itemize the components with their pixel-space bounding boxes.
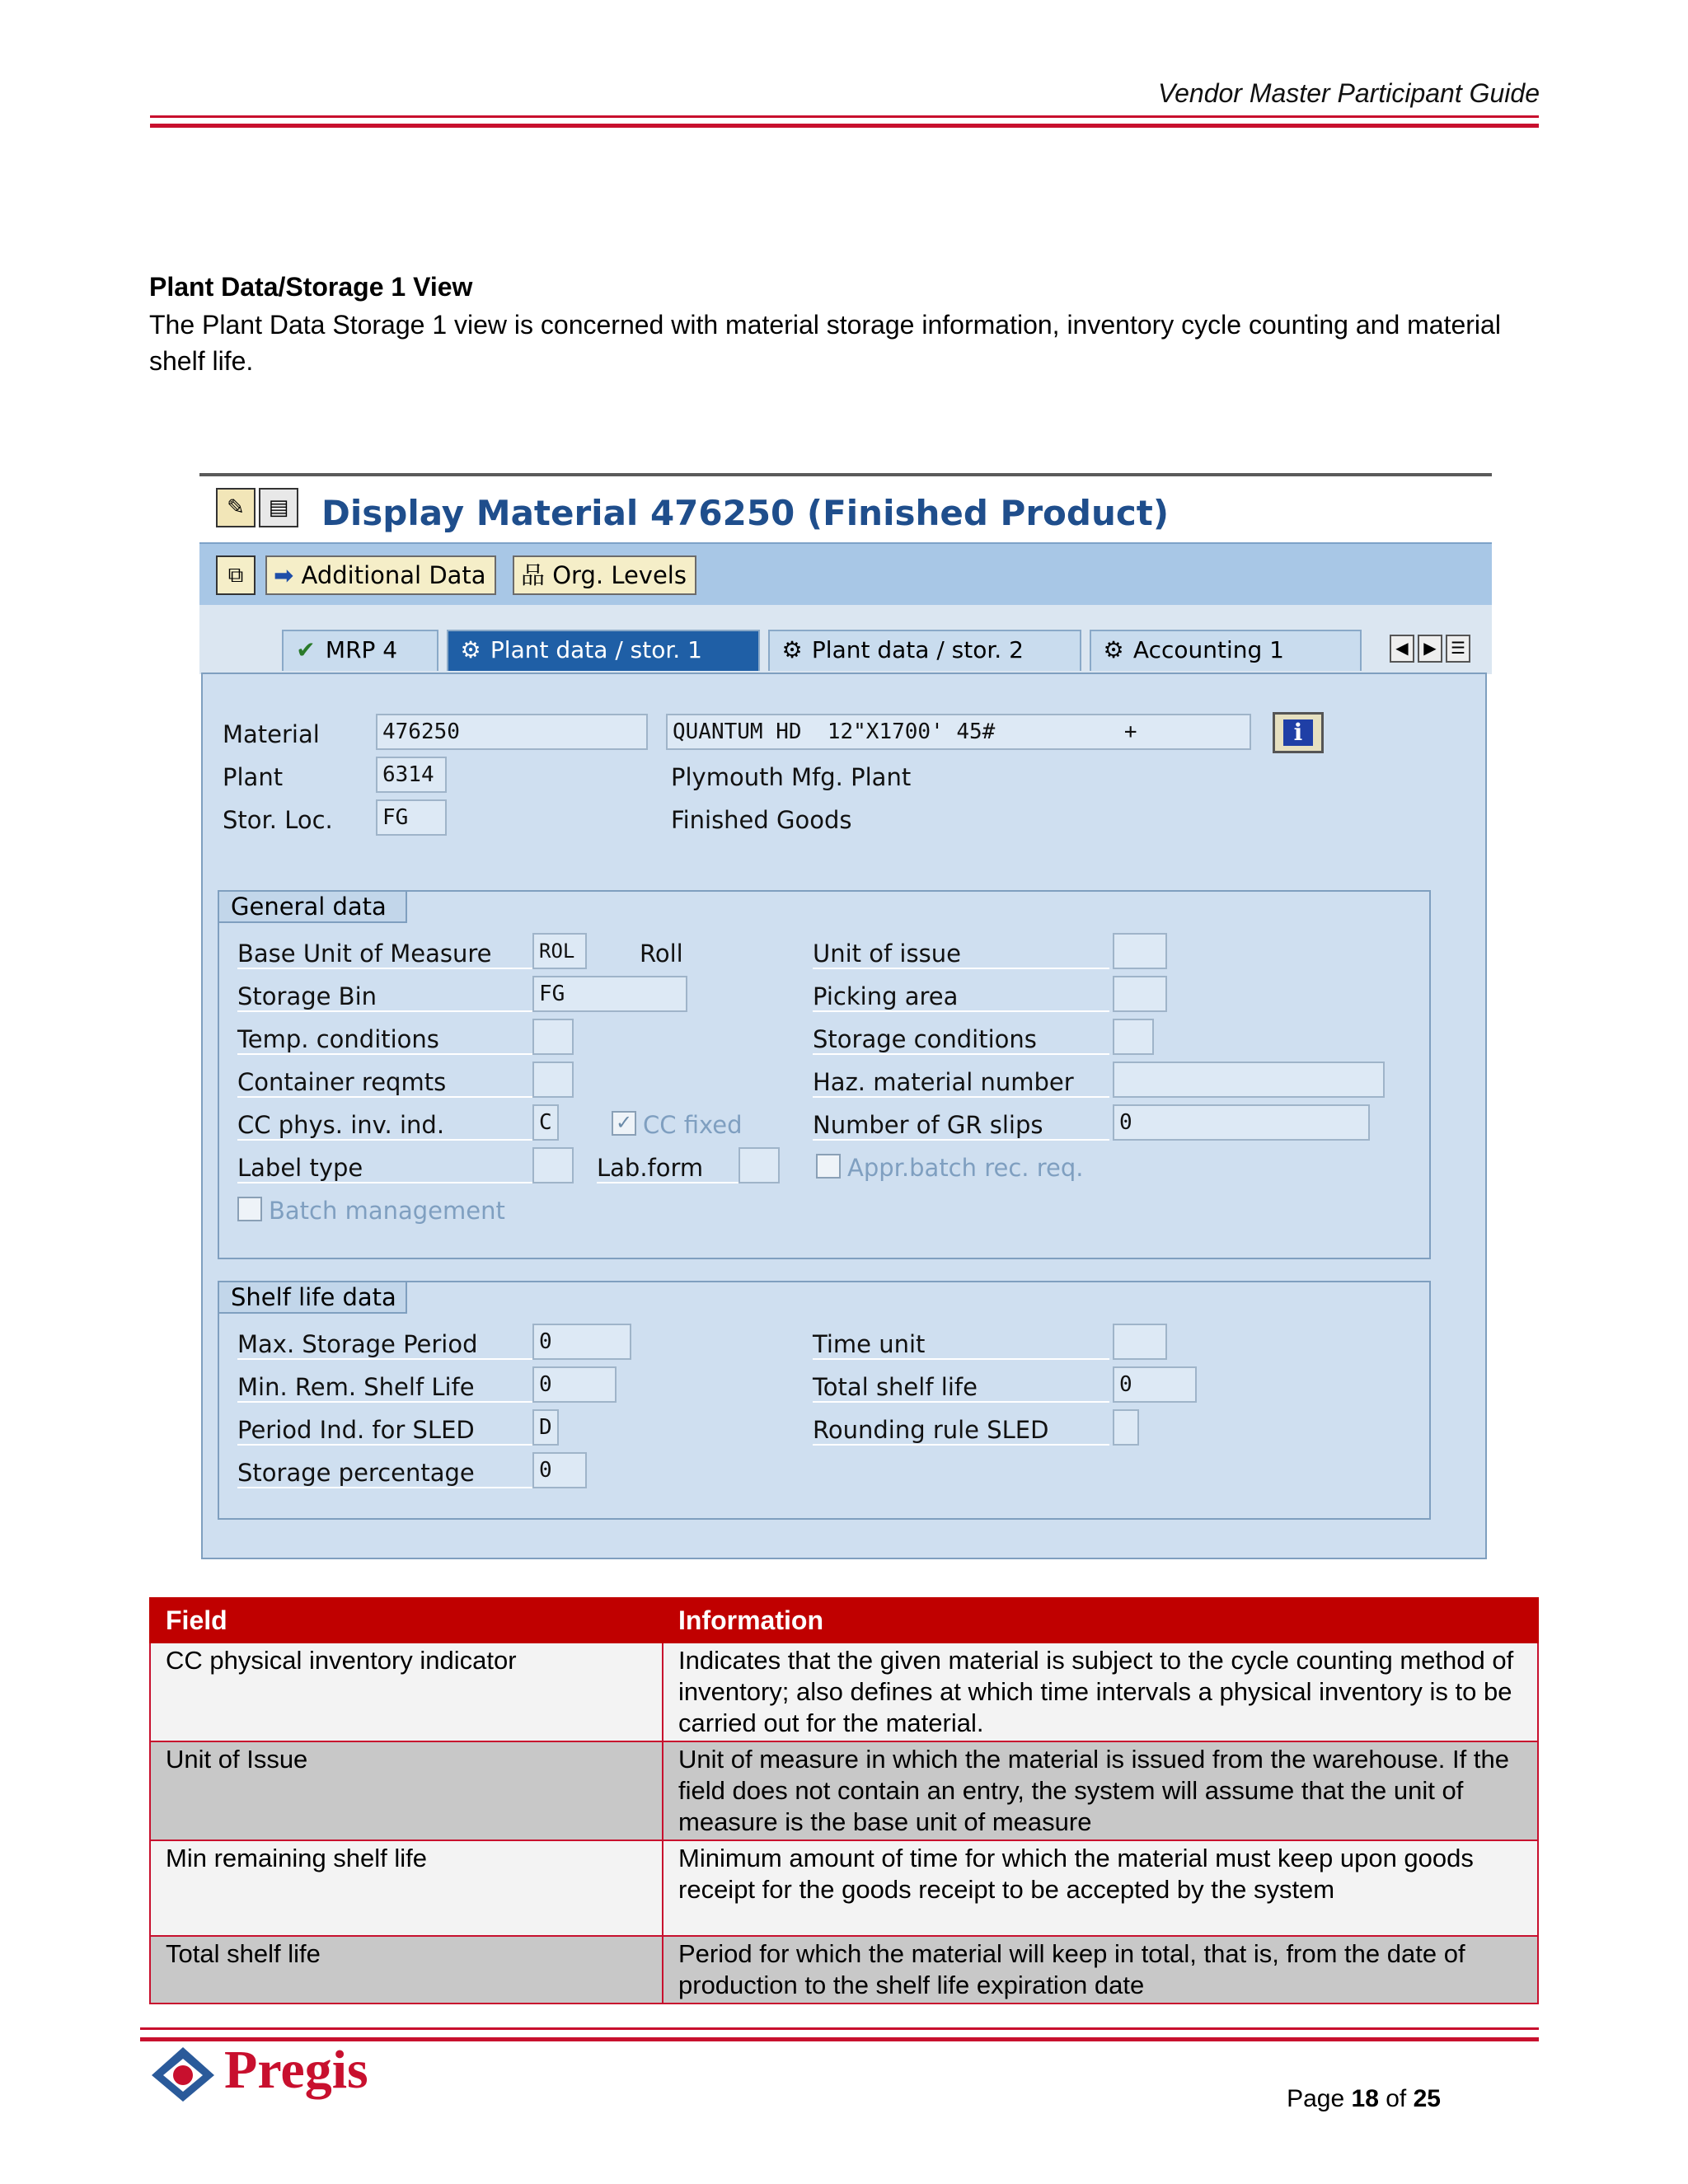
gear-icon: ⚙ [781, 636, 803, 663]
tab-scroll-right-icon[interactable]: ▶ [1418, 635, 1442, 663]
table-cell-field: CC physical inventory indicator [150, 1643, 663, 1741]
temp-conditions-label: Temp. conditions [237, 1025, 534, 1055]
total-shelf-life-field[interactable]: 0 [1113, 1366, 1197, 1403]
table-header-information: Information [663, 1598, 1538, 1643]
page-current: 18 [1351, 2085, 1379, 2112]
tab-label: Plant data / stor. 2 [811, 636, 1024, 663]
cc-phys-inv-label: CC phys. inv. ind. [237, 1111, 534, 1141]
table-cell-info: Unit of measure in which the material is issued from the warehouse. If the field does not contain an entry, the system will assume that the unit of measure is the base unit of measure [663, 1741, 1538, 1840]
additional-data-label: Additional Data [301, 561, 486, 589]
table-row [150, 1643, 1538, 1741]
picking-area-field[interactable] [1113, 976, 1167, 1012]
min-rem-shelf-field[interactable]: 0 [532, 1366, 617, 1403]
tab-plant-data-stor-2[interactable] [768, 630, 1081, 671]
field-information-table [149, 1597, 1539, 2004]
temp-conditions-field[interactable] [532, 1019, 574, 1055]
base-uom-field[interactable]: ROL [532, 933, 587, 969]
info-button[interactable] [1273, 712, 1324, 753]
check-icon: ✔ [296, 636, 316, 663]
tab-accounting-1[interactable] [1090, 630, 1362, 671]
footer-rule-1 [140, 2027, 1539, 2030]
sap-toolbar [199, 542, 1492, 607]
section-heading: Plant Data/Storage 1 View [149, 272, 473, 302]
batch-management-checkbox[interactable] [237, 1197, 262, 1221]
tab-mrp4[interactable] [282, 630, 438, 671]
appr-batch-label: Appr.batch rec. req. [847, 1154, 1084, 1182]
org-levels-button[interactable] [513, 555, 696, 595]
material-field[interactable]: 476250 [376, 714, 648, 750]
sap-window-title: Display Material 476250 (Finished Product) [321, 493, 1170, 533]
max-storage-label: Max. Storage Period [237, 1330, 534, 1360]
unit-of-issue-field[interactable] [1113, 933, 1167, 969]
storage-conditions-field[interactable] [1113, 1019, 1154, 1055]
plant-description: Plymouth Mfg. Plant [671, 763, 912, 791]
total-shelf-life-label: Total shelf life [813, 1373, 1109, 1403]
guide-title: Vendor Master Participant Guide [1157, 78, 1540, 108]
unit-of-issue-label: Unit of issue [813, 940, 1109, 969]
table-cell-info: Indicates that the given material is subject to the cycle counting method of inventory; also defines at which time intervals a physical inventory is to be carried out for the material. [663, 1643, 1538, 1741]
cc-fixed-checkbox[interactable]: ✓ [612, 1111, 636, 1136]
section-body: The Plant Data Storage 1 view is concerned with material storage information, inventory cycle counting and material shelf life. [149, 310, 1501, 376]
tab-panel [201, 673, 1487, 1559]
table-header-row [150, 1598, 1538, 1643]
gr-slips-field[interactable]: 0 [1113, 1104, 1370, 1141]
page-prefix: Page [1287, 2085, 1345, 2112]
base-uom-text: Roll [640, 940, 683, 968]
max-storage-field[interactable]: 0 [532, 1324, 631, 1360]
time-unit-label: Time unit [813, 1330, 1109, 1360]
storage-percentage-field[interactable]: 0 [532, 1452, 587, 1488]
table-header-field: Field [150, 1598, 663, 1643]
appr-batch-checkbox[interactable] [816, 1154, 841, 1179]
cc-fixed-label: CC fixed [643, 1111, 743, 1139]
tab-strip [199, 605, 1492, 674]
page-total: 25 [1413, 2085, 1441, 2112]
base-uom-label: Base Unit of Measure [237, 940, 534, 969]
lab-form-field[interactable] [738, 1147, 780, 1183]
table-cell-info: Period for which the material will keep in total, that is, from the date of production to the shelf life expiration date [663, 1936, 1538, 2004]
batch-management-label: Batch management [269, 1197, 505, 1225]
table-row [150, 1840, 1538, 1936]
org-levels-label: Org. Levels [552, 561, 687, 589]
cc-phys-inv-field[interactable]: C [532, 1104, 559, 1141]
org-tree-icon: 品 [521, 561, 546, 589]
table-cell-field: Unit of Issue [150, 1741, 663, 1840]
additional-data-button[interactable] [265, 555, 496, 595]
stor-loc-description: Finished Goods [671, 806, 852, 834]
storage-bin-field[interactable]: FG [532, 976, 687, 1012]
pregis-logo [148, 2040, 396, 2110]
table-cell-field: Min remaining shelf life [150, 1840, 663, 1936]
pregis-logo-text: Pregis [224, 2040, 368, 2100]
tab-list-icon[interactable]: ☰ [1446, 635, 1470, 663]
tab-label: Accounting 1 [1132, 636, 1284, 663]
pregis-logo-mark [148, 2044, 218, 2103]
rounding-rule-label: Rounding rule SLED [813, 1416, 1109, 1446]
rounding-rule-field[interactable] [1113, 1409, 1139, 1446]
period-ind-field[interactable]: D [532, 1409, 559, 1446]
gear-icon: ⚙ [1103, 636, 1124, 663]
tab-scroll-left-icon[interactable]: ◀ [1390, 635, 1414, 663]
period-ind-label: Period Ind. for SLED [237, 1416, 534, 1446]
storage-percentage-label: Storage percentage [237, 1459, 534, 1488]
plant-label: Plant [223, 763, 284, 791]
general-data-title: General data [218, 890, 407, 923]
plant-field[interactable]: 6314 [376, 757, 447, 793]
picking-area-label: Picking area [813, 982, 1109, 1012]
table-row [150, 1741, 1538, 1840]
stor-loc-field[interactable]: FG [376, 799, 447, 836]
page-number [1287, 2085, 1441, 2113]
lab-form-label: Lab.form [597, 1154, 738, 1183]
other-material-icon[interactable]: ▤ [259, 488, 298, 527]
gear-icon: ⚙ [460, 636, 481, 663]
table-cell-field: Total shelf life [150, 1936, 663, 2004]
time-unit-field[interactable] [1113, 1324, 1167, 1360]
stor-loc-label: Stor. Loc. [223, 806, 333, 834]
gr-slips-label: Number of GR slips [813, 1111, 1109, 1141]
shelf-life-title: Shelf life data [218, 1281, 407, 1314]
arrow-right-icon: ➡ [274, 561, 294, 589]
label-type-field[interactable] [532, 1147, 574, 1183]
label-type-label: Label type [237, 1154, 534, 1183]
header-rule-1 [150, 115, 1539, 118]
select-views-icon[interactable]: ⧉ [216, 555, 256, 595]
tab-label: Plant data / stor. 1 [490, 636, 702, 663]
material-description-field[interactable]: QUANTUM HD 12"X1700' 45# + [666, 714, 1251, 750]
display-change-icon[interactable]: ✎ [216, 488, 256, 527]
min-rem-shelf-label: Min. Rem. Shelf Life [237, 1373, 534, 1403]
haz-material-field[interactable] [1113, 1062, 1385, 1098]
sap-screenshot [199, 473, 1492, 1564]
storage-conditions-label: Storage conditions [813, 1025, 1109, 1055]
haz-material-label: Haz. material number [813, 1068, 1109, 1098]
table-row [150, 1936, 1538, 2004]
info-icon: i [1283, 719, 1313, 746]
table-cell-info: Minimum amount of time for which the material must keep upon goods receipt for the goods receipt to be accepted by the system [663, 1840, 1538, 1936]
header-rule-2 [150, 124, 1539, 128]
page-of: of [1386, 2085, 1407, 2112]
sap-title-bar [199, 481, 1492, 541]
material-label: Material [223, 720, 320, 748]
container-reqmts-field[interactable] [532, 1062, 574, 1098]
container-reqmts-label: Container reqmts [237, 1068, 534, 1098]
tab-label: MRP 4 [325, 636, 398, 663]
storage-bin-label: Storage Bin [237, 982, 534, 1012]
tab-plant-data-stor-1[interactable] [447, 630, 760, 671]
